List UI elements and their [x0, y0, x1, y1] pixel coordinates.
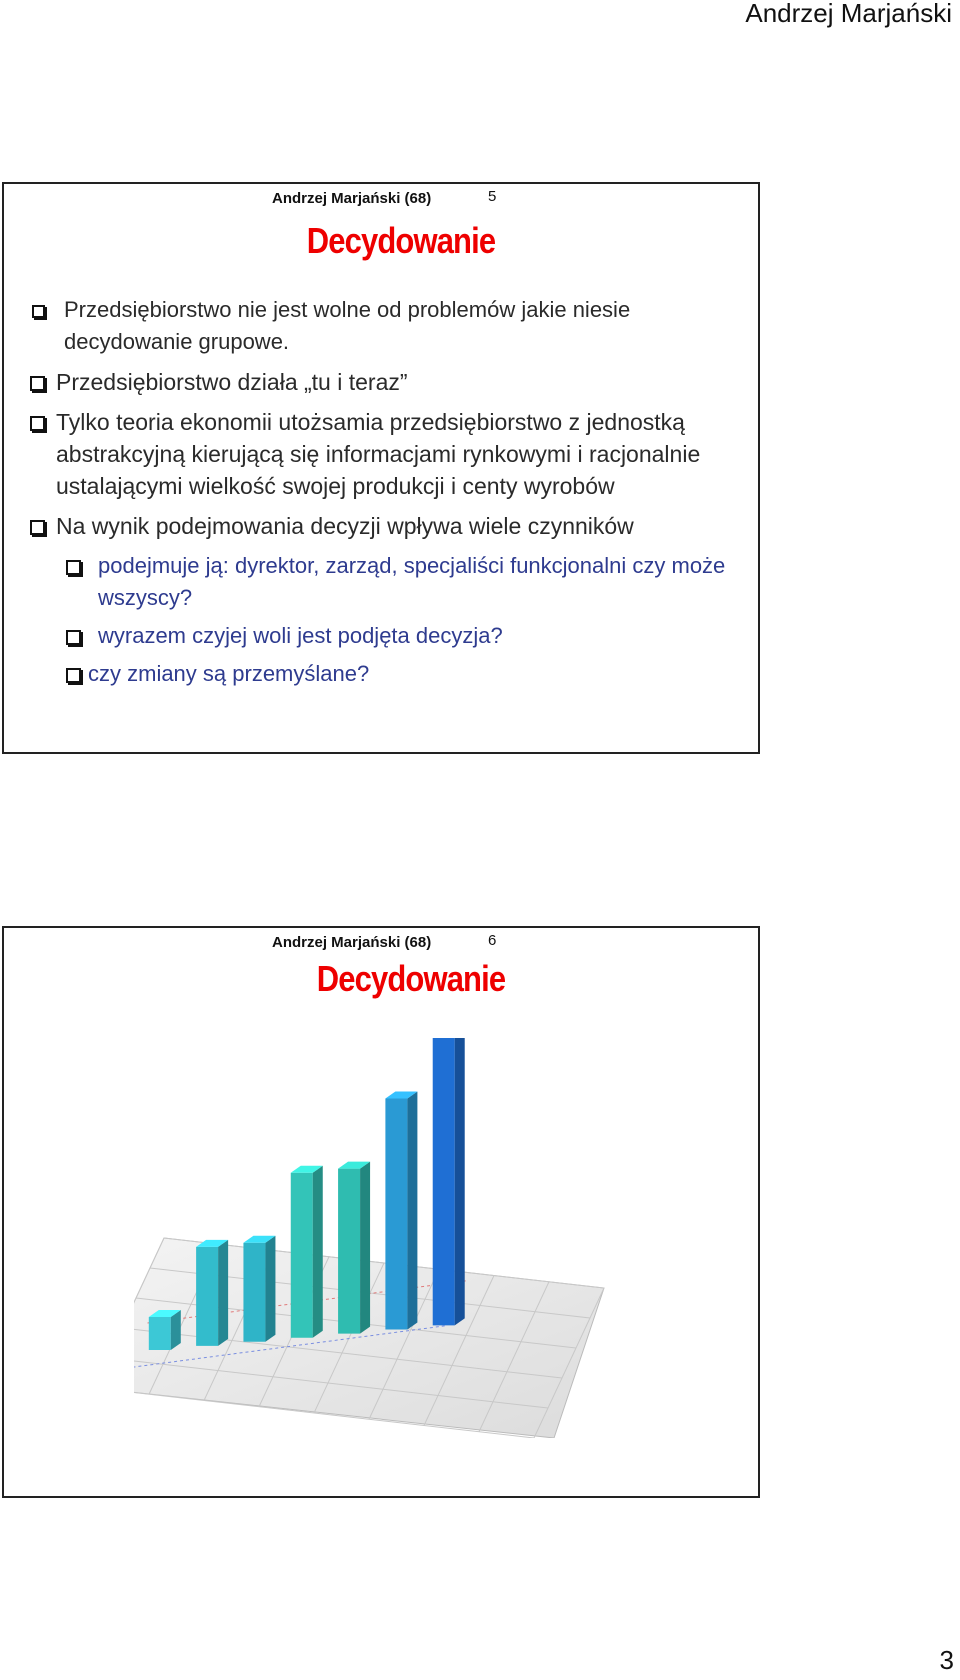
bullet-text: Przedsiębiorstwo działa „tu i teraz”: [56, 369, 408, 395]
sub-bullet-text: wyrazem czyjej woli jest podjęta decyzja?: [98, 623, 503, 648]
sub-bullet-text: podejmuje ją: dyrektor, zarząd, specjaliści funkcjonalni czy może wszyscy?: [98, 553, 726, 610]
slide-title: Decydowanie: [306, 220, 496, 261]
slide-title: Decydowanie: [316, 958, 506, 999]
bar: [149, 1310, 181, 1350]
bullet-item: [28, 406, 748, 502]
checkbox-bullet-icon: [30, 376, 45, 391]
sub-bullet-text: czy zmiany są przemyślane?: [88, 661, 370, 686]
checkbox-bullet-icon: [66, 668, 81, 683]
bar: [196, 1240, 228, 1346]
slide-author: Andrzej Marjański (68): [272, 934, 432, 951]
bar: [433, 1038, 465, 1325]
slide-number: 6: [488, 932, 497, 949]
slide-6: [2, 926, 760, 1498]
bar: [291, 1166, 323, 1338]
bar: [385, 1092, 417, 1330]
chart-svg: [134, 1038, 654, 1438]
bar: [243, 1236, 275, 1342]
sub-bullet-item: [66, 550, 748, 614]
checkbox-bullet-icon: [32, 305, 45, 318]
bar-chart: [134, 1038, 654, 1438]
bullet-item: [28, 294, 748, 358]
sub-bullet-item: [66, 658, 748, 690]
checkbox-bullet-icon: [30, 416, 45, 431]
bullet-text: Przedsiębiorstwo nie jest wolne od problemów jakie niesie decydowanie grupowe.: [64, 297, 631, 354]
bullet-item: [28, 510, 748, 542]
slide-author: Andrzej Marjański (68): [272, 190, 432, 207]
bar: [338, 1162, 370, 1334]
slide-5: [2, 182, 760, 754]
checkbox-bullet-icon: [66, 630, 81, 645]
page-header: Andrzej Marjański: [745, 0, 952, 28]
bullet-list: [28, 294, 748, 696]
page-number: 3: [939, 1645, 954, 1675]
bullet-item: [28, 366, 748, 398]
sub-bullet-item: [66, 620, 748, 652]
bullet-text: Tylko teoria ekonomii utożsamia przedsiębiorstwo z jednostką abstrakcyjną kierującą się informacjami rynkowymi i racjonalnie ustalającymi wielkość swojej produkcji i centy wyrobów: [56, 409, 701, 499]
chart-bars: [149, 1038, 465, 1350]
checkbox-bullet-icon: [30, 520, 45, 535]
checkbox-bullet-icon: [66, 560, 81, 575]
slide-number: 5: [488, 188, 497, 205]
bullet-text: Na wynik podejmowania decyzji wpływa wiele czynników: [56, 513, 634, 539]
